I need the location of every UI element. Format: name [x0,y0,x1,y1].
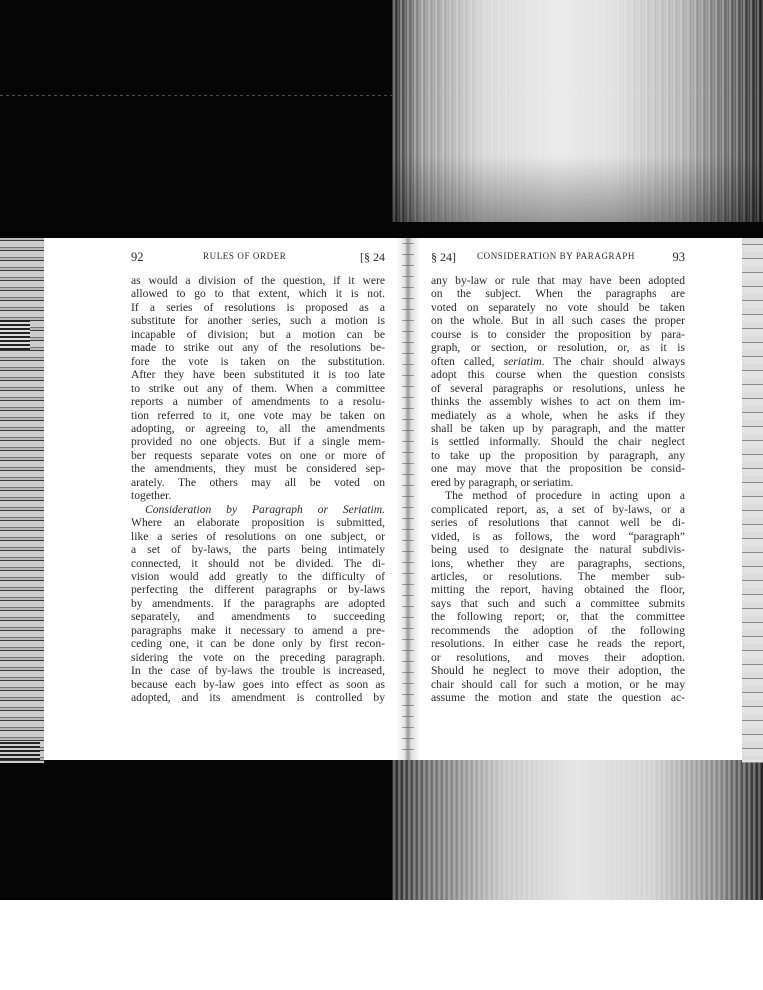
text-line: ber requests separate votes on one or more of [131,448,385,462]
text-line: made to strike out any of the resolutions be- [131,341,385,355]
text-line: connected, it should not be divided. The di- [131,556,385,570]
text-line: complicated report, as, a set of by-laws, or a [431,502,685,516]
page-number: 93 [672,250,685,264]
text-line [431,355,685,368]
text-line: paragraphs make it necessary to amend a pre- [131,623,385,637]
text-segment: . The chair should always [541,354,685,368]
text-line: ered by paragraph, or seriatim. [431,475,574,489]
text-line: recommends the adoption of the following [431,623,685,637]
text-line: The method of procedure in acting upon a [445,489,685,503]
text-line: as would a division of the question, if it were [131,274,385,287]
text-line: on the whole. But in all such cases the proper [431,314,685,328]
text-line: arately. The others may all be voted on [131,475,385,489]
text-line: fore the vote is taken on the substitution. [131,354,385,368]
text-line: says that such and such a committee submits [431,596,685,610]
text-line: adopting, or agreeing to, all the amendments [131,421,385,435]
italic-heading: Consideration by Paragraph or Seriatim. [145,502,385,516]
page-number: 92 [131,250,144,264]
text-line: Where an elaborate proposition is submitted, [131,516,385,530]
page-edge-left [0,238,44,763]
text-line: one may move that the proposition be consid- [431,462,685,476]
running-title: CONSIDERATION BY PARAGRAPH [477,251,635,261]
text-line: or resolutions, and moves their adoption. [431,650,685,664]
text-line: on the subject. When the paragraphs are [431,287,685,301]
page-edge-artifact [0,320,30,350]
text-line: substitute for another series, such a motion is [131,314,385,328]
text-line: voted on separately no vote should be taken [431,300,685,314]
italic-term: seriatim [503,354,542,368]
section-mark: [§ 24 [360,250,385,264]
scanner-streak-bottom [392,760,763,900]
text-line: together. [131,489,172,503]
text-line: the amendments, they must be considered sep- [131,462,385,476]
scanner-streak-shade [392,0,763,222]
running-title: RULES OF ORDER [203,251,287,261]
text-line: chair should call for such a motion, or he may [431,677,685,691]
page-body-text [431,274,685,705]
text-line: In the case of by-laws the trouble is increased, [131,664,385,678]
text-line: to strike out any of them. When a committee [131,381,385,395]
text-line: the following report; or, that the committee [431,610,685,624]
scanner-white-margin [0,900,763,990]
text-line: adopt this course when the question consists [431,368,685,382]
page-edge-right [742,238,763,763]
text-line: is settled informally. Should the chair neglect [431,435,685,449]
text-line: graph, or section, or resolution, or, as it is [431,341,685,355]
text-line: course is to consider the proposition by para- [431,327,685,341]
text-line: mediately as a whole, when he asks if they [431,408,685,422]
page-edge-artifact [0,742,40,760]
text-line: sidering the vote on the preceding paragraph. [131,650,385,664]
text-line: tion referred to it, one vote may be taken on [131,408,385,422]
text-line: being used to designate the natural subdivis- [431,543,685,557]
text-line: series of resolutions that cannot well be di- [431,516,685,530]
text-line: allowed to go to that extent, which it is not. [131,287,385,301]
text-line: shall be taken up by paragraph, and the matter [431,421,685,435]
text-line: ceding one, it can be done only by first recon- [131,637,385,651]
text-line: provided no one objects. But if a single mem- [131,435,385,449]
left-page [131,250,385,705]
text-line: vided, is as follows, the word “paragraph” [431,529,685,543]
text-line: assume the motion and state the question ac- [431,691,685,705]
text-line: Should he neglect to move their adoption, the [431,664,685,678]
text-line: perfecting the different paragraphs or by-laws [131,583,385,597]
text-line: because each by-law goes into effect as soon as [131,677,385,691]
text-line: by amendments. If the paragraphs are adopted [131,596,385,610]
right-page [431,250,685,705]
text-line: vision would add greatly to the difficulty of [131,569,385,583]
text-line: a set of by-laws, the parts being intimately [131,543,385,557]
text-line: of several paragraphs or resolutions, unless he [431,381,685,395]
text-line: separately, and amendments to succeeding [131,610,385,624]
running-head [431,250,685,268]
text-line: adopted, and its amendment is controlled by [131,691,385,705]
text-line: After they have been substituted it is too late [131,368,385,382]
text-line: incapable of division; but a motion can be [131,327,385,341]
text-line: resolutions. In either case he reads the report, [431,637,685,651]
text-line: to take up the proposition by paragraph, any [431,448,685,462]
page-body-text [131,274,385,705]
running-head [131,250,385,268]
text-line: reports a number of amendments to a resolu- [131,395,385,409]
text-line: If a series of resolutions is proposed as a [131,300,385,314]
text-segment: often called, [431,354,504,368]
text-line: any by-law or rule that may have been adopted [431,274,685,287]
text-line: ions, whether they are paragraphs, sections, [431,556,685,570]
text-line: like a series of resolutions on one subject, or [131,529,385,543]
text-line [131,503,385,516]
text-line: thinks the assembly wishes to act on them im- [431,395,685,409]
gutter-stitching [402,238,414,760]
section-mark: § 24] [431,250,456,264]
text-line: articles, or resolutions. The member sub- [431,569,685,583]
text-line: mitting the report, having obtained the floor, [431,583,685,597]
